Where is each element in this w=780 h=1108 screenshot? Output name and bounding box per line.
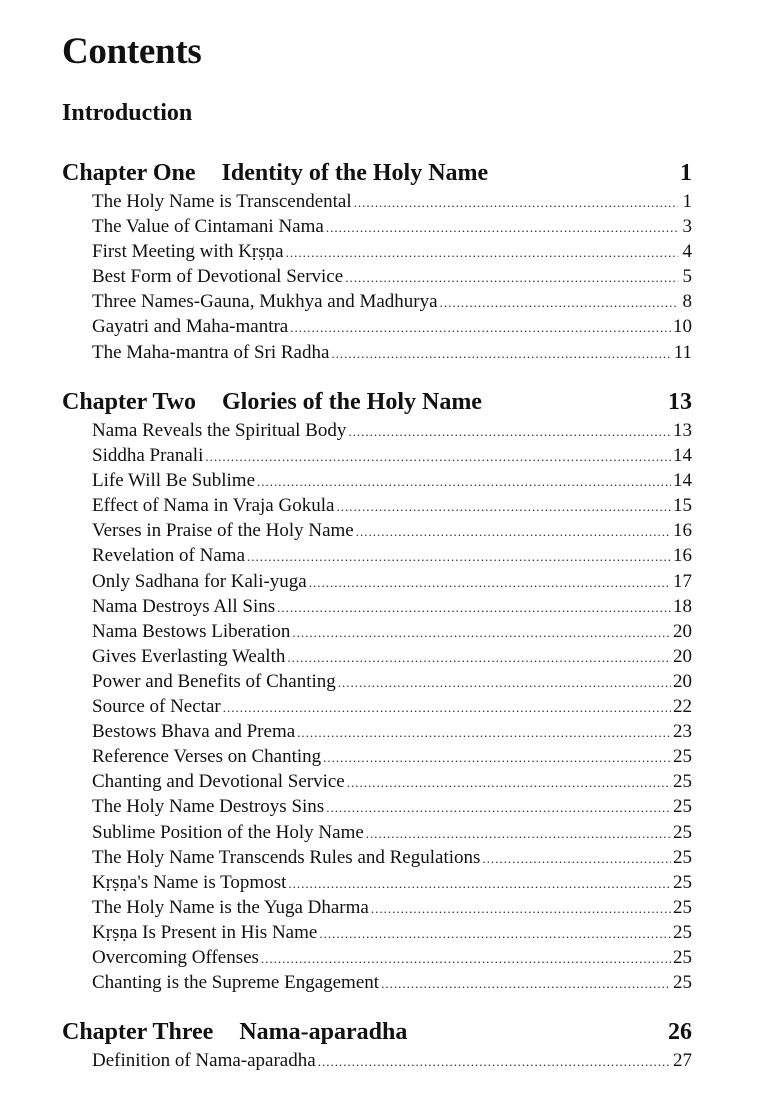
toc-entry[interactable] — [92, 1048, 692, 1073]
toc-entry[interactable] — [92, 340, 692, 365]
toc-entry[interactable] — [92, 920, 692, 945]
toc-entry-label: The Holy Name Destroys Sins — [92, 796, 325, 818]
toc-entry-label: Siddha Pranali — [92, 445, 204, 467]
toc-entry-page: 10 — [673, 316, 692, 338]
chapter-heading[interactable] — [62, 387, 692, 418]
dot-leader — [366, 821, 671, 846]
toc-entry-page: 25 — [673, 972, 692, 994]
chapter-heading[interactable] — [62, 158, 692, 189]
toc-entry[interactable] — [92, 264, 692, 289]
chapter-one — [62, 158, 692, 365]
chapter-entries — [92, 1048, 692, 1073]
chapter-two — [62, 387, 692, 995]
dot-leader — [257, 469, 671, 494]
toc-entry[interactable] — [92, 239, 692, 264]
chapter-number: Chapter One — [62, 160, 196, 186]
dot-leader — [297, 720, 671, 745]
chapter-title: Glories of the Holy Name — [222, 389, 482, 415]
toc-entry[interactable] — [92, 443, 692, 468]
toc-entry[interactable] — [92, 493, 692, 518]
toc-entry-page: 25 — [673, 796, 692, 818]
toc-entry-page: 13 — [673, 420, 692, 441]
toc-entry-label: Three Names-Gauna, Mukhya and Madhurya — [92, 291, 438, 313]
toc-entry-page: 25 — [673, 846, 692, 868]
chapter-heading[interactable] — [62, 1017, 692, 1048]
dot-leader — [288, 871, 671, 896]
dot-leader — [336, 494, 671, 519]
toc-entry-label: Chanting and Devotional Service — [92, 771, 345, 793]
dot-leader — [205, 444, 671, 469]
toc-entry[interactable] — [92, 945, 692, 970]
dot-leader — [261, 946, 671, 971]
toc-entry-label: Reference Verses on Chanting — [92, 746, 322, 768]
chapter-three — [62, 1017, 692, 1073]
toc-entry-label: Bestows Bhava and Prema — [92, 721, 296, 743]
toc-entry-label: Verses in Praise of the Holy Name — [92, 520, 354, 542]
chapter-number: Chapter Two — [62, 389, 197, 415]
dot-leader — [223, 695, 671, 720]
toc-entry[interactable] — [92, 214, 692, 239]
toc-entry-label: Nama Reveals the Spiritual Body — [92, 420, 347, 441]
toc-entry-page: 14 — [673, 445, 692, 467]
toc-entry[interactable] — [92, 518, 692, 543]
toc-entry[interactable] — [92, 468, 692, 493]
toc-entry-label: The Holy Name is Transcendental — [92, 191, 352, 212]
toc-entry[interactable] — [92, 895, 692, 920]
toc-entry-page: 25 — [673, 896, 692, 918]
toc-entry[interactable] — [92, 314, 692, 339]
chapter-page-number: 1 — [680, 160, 692, 186]
dot-leader — [331, 341, 671, 366]
toc-entry-page: 25 — [673, 771, 692, 793]
toc-entry-label: Definition of Nama-aparadha — [92, 1050, 316, 1071]
toc-entry-page: 16 — [673, 520, 692, 542]
toc-entry-label: The Maha-mantra of Sri Radha — [92, 341, 330, 363]
chapter-page-number: 13 — [668, 389, 692, 415]
toc-entry-page: 20 — [673, 620, 692, 642]
toc-entry-page: 27 — [673, 1050, 692, 1071]
chapter-title: Nama-aparadha — [239, 1019, 408, 1045]
dot-leader — [247, 544, 671, 569]
toc-entry-page: 25 — [673, 871, 692, 893]
toc-entry-label: Revelation of Nama — [92, 545, 246, 567]
toc-entry[interactable] — [92, 820, 692, 845]
dot-leader — [318, 1049, 671, 1074]
toc-entry-label: Nama Bestows Liberation — [92, 620, 291, 642]
toc-entry-page: 18 — [673, 595, 692, 617]
dot-leader — [287, 645, 671, 670]
toc-entry-label: The Holy Name is the Yuga Dharma — [92, 896, 369, 918]
dot-leader — [326, 795, 671, 820]
chapter-number: Chapter Three — [62, 1019, 214, 1045]
toc-entry[interactable] — [92, 970, 692, 995]
toc-entry-page: 25 — [673, 946, 692, 968]
toc-entry-page: 4 — [682, 241, 692, 263]
dot-leader — [371, 896, 671, 921]
toc-entry-page: 20 — [673, 670, 692, 692]
toc-entry-page: 25 — [673, 921, 692, 943]
dot-leader — [277, 595, 671, 620]
toc-entry-page: 3 — [682, 216, 692, 238]
dot-leader — [381, 971, 671, 996]
toc-entry[interactable] — [92, 870, 692, 895]
toc-entry[interactable] — [92, 289, 692, 314]
dot-leader — [338, 670, 671, 695]
chapter-page-number: 26 — [668, 1019, 692, 1045]
dot-leader — [348, 419, 671, 444]
toc-entry[interactable] — [92, 569, 692, 594]
toc-entry-page: 22 — [673, 696, 692, 718]
chapter-title: Identity of the Holy Name — [221, 160, 489, 186]
toc-entry[interactable] — [92, 845, 692, 870]
toc-entry[interactable] — [92, 719, 692, 744]
toc-entry-label: Sublime Position of the Holy Name — [92, 821, 364, 843]
toc-entry-label: Power and Benefits of Chanting — [92, 670, 336, 692]
toc-entry-page: 23 — [673, 721, 692, 743]
toc-entry-page: 14 — [673, 470, 692, 492]
toc-entry-label: Chanting is the Supreme Engagement — [92, 972, 380, 994]
toc-entry-label: The Holy Name Transcends Rules and Regulations — [92, 846, 481, 868]
dot-leader — [319, 921, 671, 946]
toc-entry-page: 16 — [673, 545, 692, 567]
toc-entry-label: Best Form of Devotional Service — [92, 266, 344, 288]
dot-leader — [354, 190, 678, 215]
dot-leader — [290, 315, 671, 340]
toc-introduction[interactable]: Introduction — [62, 100, 193, 126]
toc-entry-label: Life Will Be Sublime — [92, 470, 256, 492]
dot-leader — [356, 519, 671, 544]
dot-leader — [440, 290, 678, 315]
toc-entry[interactable] — [92, 189, 692, 214]
toc-entry[interactable] — [92, 744, 692, 769]
toc-entry[interactable] — [92, 418, 692, 443]
toc-entry-page: 20 — [673, 645, 692, 667]
toc-entry[interactable] — [92, 769, 692, 794]
toc-entry-label: Gives Everlasting Wealth — [92, 645, 286, 667]
toc-entry-page: 11 — [673, 341, 692, 363]
dot-leader — [309, 570, 671, 595]
toc-entry-label: Effect of Nama in Vraja Gokula — [92, 495, 335, 517]
page-title: Contents — [62, 31, 202, 72]
toc-entry[interactable] — [92, 619, 692, 644]
toc-entry-page: 8 — [682, 291, 692, 313]
toc-entry-label: Kṛṣṇa Is Present in His Name — [92, 921, 318, 943]
toc-entry-label: The Value of Cintamani Nama — [92, 216, 324, 238]
toc-entry-page: 5 — [682, 266, 692, 288]
toc-entry-page: 1 — [682, 191, 692, 212]
toc-entry[interactable] — [92, 543, 692, 568]
dot-leader — [345, 265, 678, 290]
toc-entry[interactable] — [92, 594, 692, 619]
chapter-entries — [92, 189, 692, 365]
dot-leader — [326, 215, 678, 240]
toc-entry-label: Nama Destroys All Sins — [92, 595, 276, 617]
toc-entry[interactable] — [92, 644, 692, 669]
toc-entry-page: 17 — [673, 570, 692, 592]
toc-entry-page: 25 — [673, 821, 692, 843]
toc-entry-page: 15 — [673, 495, 692, 517]
toc-entry[interactable] — [92, 669, 692, 694]
dot-leader — [286, 240, 678, 265]
toc-entry-label: Gayatri and Maha-mantra — [92, 316, 289, 338]
dot-leader — [323, 745, 671, 770]
toc-entry-label: Source of Nectar — [92, 696, 221, 718]
toc-entry-label: Kṛṣṇa's Name is Topmost — [92, 871, 287, 893]
toc-entry-label: Overcoming Offenses — [92, 946, 259, 968]
toc-entry-label: Only Sadhana for Kali-yuga — [92, 570, 307, 592]
dot-leader — [347, 770, 671, 795]
toc-entry[interactable] — [92, 794, 692, 819]
dot-leader — [482, 846, 671, 871]
chapter-entries — [92, 418, 692, 995]
toc-entry[interactable] — [92, 694, 692, 719]
toc-entry-page: 25 — [673, 746, 692, 768]
dot-leader — [292, 620, 671, 645]
toc-entry-label: First Meeting with Kṛṣṇa — [92, 241, 284, 263]
